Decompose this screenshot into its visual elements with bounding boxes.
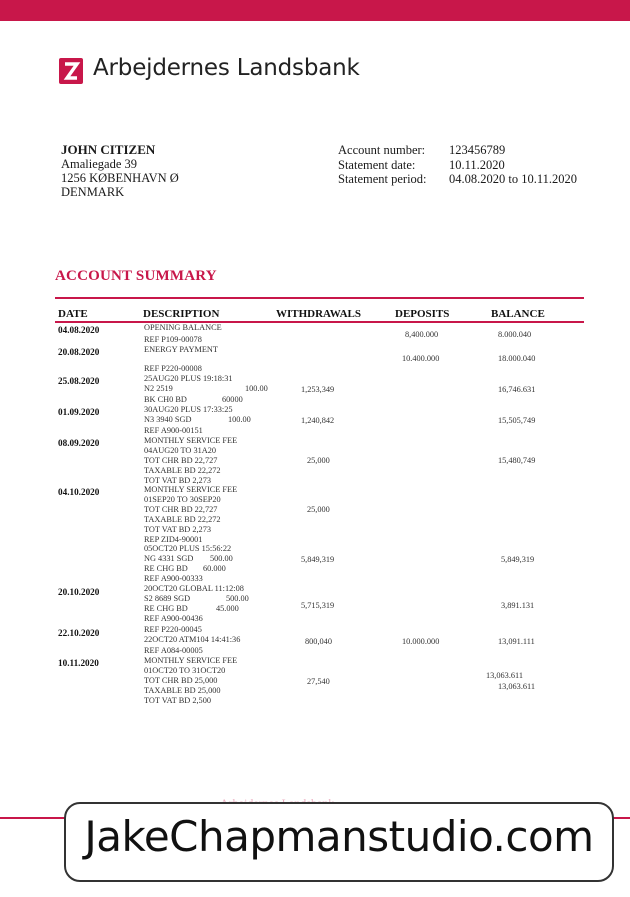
bank-name: Arbejdernes Landsbank [93,55,360,81]
description-amount: 45.000 [216,604,239,613]
description-line: REF A900-00151 [144,426,203,435]
header-description: DESCRIPTION [143,308,220,320]
description-line: 04AUG20 TO 31A20 [144,446,217,455]
description-line: TOT VAT BD 2,273 [144,525,212,534]
statement-date: 10.11.2020 [449,157,505,172]
bank-logo-icon [59,58,83,84]
balance-amount: 13,063.611 [486,671,524,680]
description-line: REF A900-00436 [144,614,203,623]
balance-amount: 8.000.040 [498,330,532,339]
description-line: 22OCT20 ATM104 14:41:36 [144,635,241,644]
row-date: 10.11.2020 [58,658,99,668]
header-balance: BALANCE [491,308,545,320]
description-amount: 100.00 [228,415,251,424]
withdrawal-amount: 5,849,319 [301,555,335,564]
description-line: 20OCT20 GLOBAL 11:12:08 [144,584,244,593]
description-line: N2 2519 [144,384,173,393]
description-line: TOT CHR BD 25,000 [144,676,218,685]
deposit-amount: 10.000.000 [402,637,440,646]
customer-country: DENMARK [61,185,125,199]
customer-address [61,143,179,199]
row-date: 04.08.2020 [58,325,100,335]
table-top-rule [55,297,584,299]
description-line: 01SEP20 TO 30SEP20 [144,495,221,504]
description-line: REF P220-00008 [144,364,202,373]
description-line: S2 8689 SGD [144,594,191,603]
withdrawal-amount: 25,000 [307,505,330,514]
description-amount: 60000 [222,395,243,404]
description-line: N3 3940 SGD [144,415,192,424]
description-line: RE CHG BD [144,604,188,613]
description-amount: 500.00 [210,554,233,563]
description-line: 30AUG20 PLUS 17:33:25 [144,405,233,414]
balance-amount: 13,091.111 [498,637,535,646]
description-amount: 500.00 [226,594,249,603]
statement-period-label: Statement period: [338,172,427,186]
row-date: 20.08.2020 [58,347,100,357]
top-accent-bar [0,0,630,21]
description-amount: 100.00 [245,384,268,393]
withdrawal-amount: 27,540 [307,677,330,686]
row-date: 25.08.2020 [58,376,100,386]
row-date: 04.10.2020 [58,487,100,497]
customer-street: Amaliegade 39 [61,157,138,171]
header-withdrawals: WITHDRAWALS [276,308,361,320]
description-line: TAXABLE BD 22,272 [144,466,221,475]
description-line: TOT VAT BD 2,273 [144,476,212,485]
description-line: ENERGY PAYMENT [144,345,218,354]
account-summary-title: ACCOUNT SUMMARY [55,268,217,284]
header-deposits: DEPOSITS [395,308,450,320]
description-line: REF P109-00078 [144,335,202,344]
description-amount: 60.000 [203,564,226,573]
customer-name: JOHN CITIZEN [61,142,156,157]
row-date: 22.10.2020 [58,628,100,638]
header-date: DATE [58,308,88,320]
description-line: 01OCT20 TO 31OCT20 [144,666,226,675]
withdrawal-amount: 1,240,842 [301,416,335,425]
watermark-box [64,802,614,882]
deposit-amount: 10.400.000 [402,354,440,363]
balance-amount: 16,746.631 [498,385,536,394]
row-date: 08.09.2020 [58,438,100,448]
description-line: 05OCT20 PLUS 15:56:22 [144,544,232,553]
description-line: REF A084-00005 [144,646,203,655]
balance-amount: 3,891.131 [501,601,535,610]
description-line: REP ZID4-90001 [144,535,203,544]
description-line: RE CHG BD [144,564,188,573]
balance-amount: 15,505,749 [498,416,536,425]
withdrawal-amount: 800,040 [305,637,332,646]
description-line: MONTHLY SERVICE FEE [144,436,238,445]
balance-amount: 13,063.611 [498,682,536,691]
description-line: MONTHLY SERVICE FEE [144,656,238,665]
description-line: REF P220-00045 [144,625,202,634]
withdrawal-amount: 5,715,319 [301,601,335,610]
description-line: REF A900-00333 [144,574,203,583]
watermark-text: JakeChapmanstudio.com [84,812,594,861]
account-info-values [449,143,577,187]
description-line: TAXABLE BD 22,272 [144,515,221,524]
description-line: TOT CHR BD 22,727 [144,456,218,465]
description-line: MONTHLY SERVICE FEE [144,485,238,494]
account-info-labels [338,143,427,187]
row-date: 20.10.2020 [58,587,100,597]
statement-date-label: Statement date: [338,157,416,172]
description-line: BK CH0 BD [144,395,187,404]
row-date: 01.09.2020 [58,407,100,417]
statement-period: 04.08.2020 to 10.11.2020 [449,172,578,186]
customer-city: 1256 KØBENHAVN Ø [61,171,179,185]
description-line: NG 4331 SGD [144,554,194,563]
withdrawal-amount: 25,000 [307,456,330,465]
account-number-label: Account number: [338,143,426,157]
balance-amount: 18.000.040 [498,354,536,363]
balance-amount: 5,849,319 [501,555,535,564]
withdrawal-amount: 1,253,349 [301,385,335,394]
table-header-rule [55,321,584,323]
description-line: TAXABLE BD 25,000 [144,686,221,695]
account-number: 123456789 [449,143,506,157]
description-line: TOT CHR BD 22,727 [144,505,218,514]
balance-amount: 15,480,749 [498,456,536,465]
description-line: 25AUG20 PLUS 19:18:31 [144,374,233,383]
description-line: TOT VAT BD 2,500 [144,696,212,705]
deposit-amount: 8,400.000 [405,330,439,339]
description-line: OPENING BALANCE [144,323,222,332]
